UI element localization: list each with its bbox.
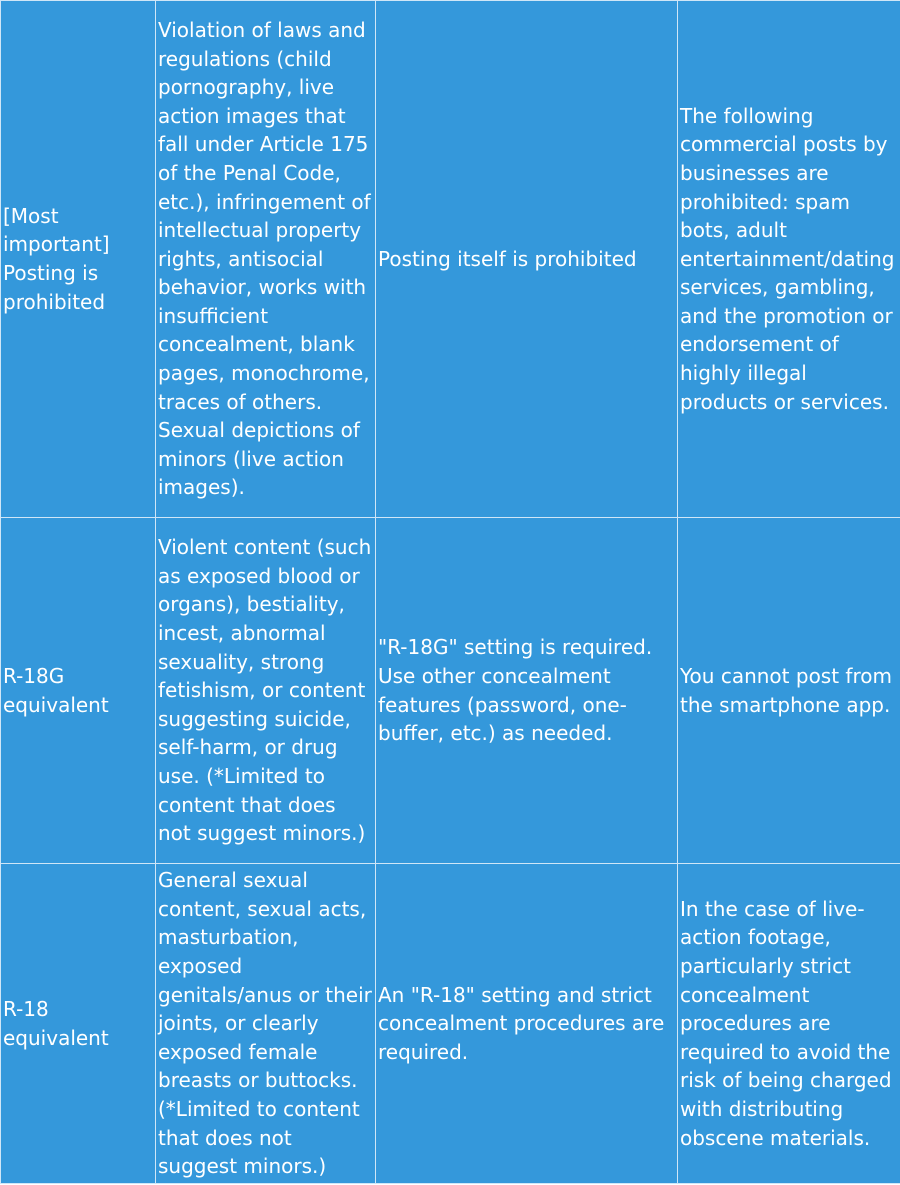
table-row [1, 518, 900, 864]
table-row [1, 1, 900, 518]
notes-cell: In the case of live-action footage, particularly strict concealment procedures are required to avoid the risk of being charged with distributing obscene materials. [678, 864, 900, 1184]
content-description-cell: General sexual content, sexual acts, masturbation, exposed genitals/anus or their joints, or clearly exposed female breasts or buttocks. (*Limited to content that does not suggest minors.) [156, 864, 376, 1184]
notes-cell: The following commercial posts by businesses are prohibited: spam bots, adult entertainment/dating services, gambling, and the promotion or endorsement of highly illegal products or services. [678, 1, 900, 518]
posting-requirement-cell: Posting itself is prohibited [376, 1, 678, 518]
content-description-cell: Violent content (such as exposed blood or organs), bestiality, incest, abnormal sexuality, strong fetishism, or content suggesting suicide, self-harm, or drug use. (*Limited to content that does not suggest minors.) [156, 518, 376, 864]
rating-level-cell: R-18G equivalent [1, 518, 156, 864]
table-row [1, 864, 900, 1184]
rating-level-cell: R-18 equivalent [1, 864, 156, 1184]
posting-requirement-cell: "R-18G" setting is required. Use other concealment features (password, one-buffer, etc.) as needed. [376, 518, 678, 864]
notes-cell: You cannot post from the smartphone app. [678, 518, 900, 864]
content-description-cell: Violation of laws and regulations (child pornography, live action images that fall under Article 175 of the Penal Code, etc.), infringement of intellectual property rights, antisocial behavior, works with insufficient concealment, blank pages, monochrome, traces of others. Sexual depictions of minors (live action images). [156, 1, 376, 518]
posting-requirement-cell: An "R-18" setting and strict concealment procedures are required. [376, 864, 678, 1184]
rating-level-cell: [Most important] Posting is prohibited [1, 1, 156, 518]
